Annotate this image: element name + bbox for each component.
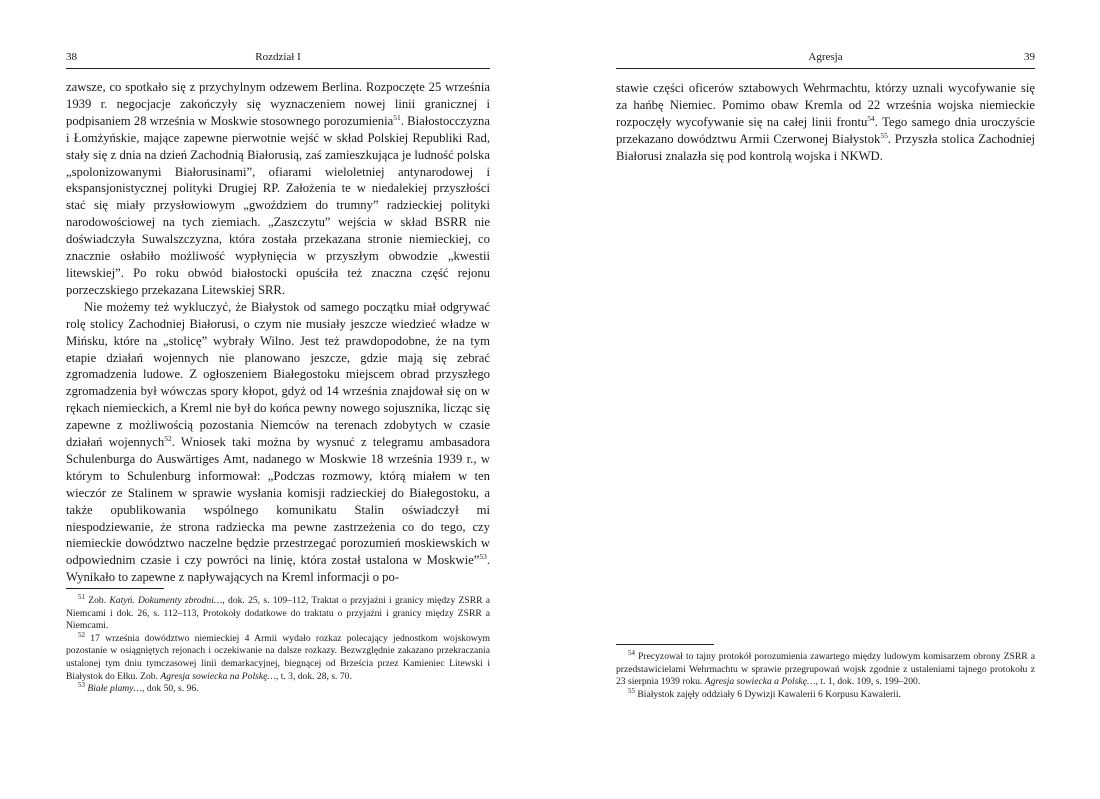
footnote-item: $^{55}$ Białystok zajęły oddziały 6 Dywizji Kawalerii 6 Korpusu Kawalerii. [628, 686, 901, 700]
footnote-reference: 54 [867, 113, 875, 123]
footnote-item: $^{51}$ Zob. Katyń. Dokumenty zbrodni…, dok. 25, s. 109–112, Traktat o przyjaźni i granicy między ZSRR a Niemcami i dok. 26, s. 112–113, Protokoły dodatkowe do traktatu o przyjaźni i granicy między ZSRR a Niemcami. [66, 592, 491, 632]
footnote-item: $^{52}$ 17 września dowództwo niemieckiej 4 Armii wydało rozkaz polecający jednostkom wojskowym pozostanie w osiągniętych rejonach i oczekiwanie na dalsze rozkazy. Bezwzględnie zakazano przekraczania ustalonej tym dniu tymczasowej linii demarkacyjnej, biegnącej od Brześcia przez Kamieniec Litewski i Białystok do Ełku. Zob. Agresja sowiecka na Polskę…, t. 3, dok. 28, s. 70. [66, 630, 490, 682]
italic-title: Białe plamy… [87, 683, 143, 695]
footnote-number: 53 [78, 680, 85, 689]
paragraph: stawie części oficerów sztabowych Wehrmachtu, którzy uznali wycofywanie się za hańbę Niemiec. Pomimo obaw Kremla od 22 września wojska niemieckie rozpoczęły wycofywanie się na całej linii frontu$^{54}$. Tego samego dnia uroczyście przekazano dowództwu Armii Czerwonej Białystok$^{55}$. Przyszła stolica Zachodniej Białorusi znalazła się pod kontrolą wojska i NKWD. [616, 81, 1036, 163]
footnotes-right [616, 644, 1035, 701]
body-text-right [616, 80, 1035, 165]
running-title-right: Agresja [808, 51, 843, 63]
paragraph: zawsze, co spotkało się z przychylnym odzewem Berlina. Rozpoczęte 25 września 1939 r. negocjacje zakończyły się wyznaczeniem nowej linii granicznej i podpisaniem 28 września w Moskwie stosownego porozumienia$^{51}$. Białostocczyzna i Łomżyńskie, mające zapewne pierwotnie wejść w skład Polskiej Republiki Rad, stały się z dnia na dzień Zachodnią Białorusią, zaś zamieszkująca je ludność polska „spolonizowanymi Białorusinami”, ofiarami wieloletniej antynarodowej i ekspansjonistycznej polityki Drugiej RP. Założenia te w niedalekiej przyszłości stać się miały przysłowiowym „gwoździem do trumny” radzieckiej polityki narodowościowej na tych ziemiach. „Zaszczytu” wejścia w skład BSRR nie doświadczyła Suwalszczyzna, która została przekazana stronie niemieckiej, co znacznie osłabiło możliwość wypłynięcia w przyszłym obwodzie „kwestii litewskiej”. Po roku obwód białostocki opuściła też znaczna część rejonu porzeczskiego przekazana Litewskiej SRR. [66, 80, 490, 297]
italic-title: Agresja sowiecka a Polskę… [704, 676, 816, 688]
footnote-reference: 52 [164, 433, 172, 443]
running-title-left: Rozdział I [255, 51, 301, 63]
page-number-right: 39 [1024, 51, 1035, 63]
footnote-item: $^{54}$ Precyzował to tajny protokół porozumienia zawartego między ludowym komisarzem obrony ZSRR a przedstawicielami Wehrmachtu w sprawie przegrupowań wojsk zgodnie z ustaleniami tajnego protokołu z 23 sierpnia 1939 roku. Agresja sowiecka a Polskę…, t. 1, dok. 109, s. 199–200. [616, 648, 1035, 688]
footnote-rule [66, 588, 164, 589]
footnote-item: $^{53}$ Białe plamy…, dok 50, s. 96. [78, 680, 199, 695]
footnote-reference: 51 [393, 112, 401, 122]
footnote-reference: 53 [479, 552, 487, 562]
footnotes-left [66, 588, 490, 696]
right-page [616, 0, 1035, 799]
footnote-number: 54 [628, 648, 635, 657]
page-number-left: 38 [66, 51, 77, 63]
footnote-list-left [66, 592, 491, 696]
italic-title: Agresja sowiecka na Polskę… [160, 670, 276, 682]
running-head-left [66, 50, 490, 69]
footnote-list-right [616, 648, 1035, 701]
footnote-number: 55 [628, 686, 635, 695]
italic-title: Katyń. Dokumenty zbrodni… [109, 595, 223, 606]
running-head-right [616, 50, 1035, 69]
footnote-number: 51 [78, 592, 85, 601]
body-text-left [66, 79, 490, 586]
footnote-reference: 55 [880, 130, 888, 140]
footnote-rule [616, 644, 714, 645]
left-page [66, 0, 490, 799]
paragraph: Nie możemy też wykluczyć, że Białystok od samego początku miał odgrywać rolę stolicy Zachodniej Białorusi, o czym nie musiały jeszcze wiedzieć władze w Mińsku, które na „stolicę” wybrały Wilno. Jest też prawdopodobne, że na tym etapie działań wojennych nie planowano jeszcze, gdzie mają się zebrać zgromadzenia ludowe. Z ogłoszeniem Białegostoku miejscem obrad przyszłego zgromadzenia był wówczas spory kłopot, gdyż od 14 września znajdował się on w rękach niemieckich, a Kreml nie był do końca pewny nowego sojusznika, licząc się zapewne z możliwością pozostania Niemców na terenach zdobytych w czasie działań wojennych$^{52}$. Wniosek taki można by wysnuć z telegramu ambasadora Schulenburga do Auswärtiges Amt, nadanego w Moskwie 18 września 1939 r., w którym to Schulenburg informował: „Podczas rozmowy, którą miałem w ten wieczór ze Stalinem w sprawie wysłania komisji radzieckiej do Białegostoku, a także opublikowania wspólnego komunikatu Stalin oświadczył mi niespodziewanie, że strona radziecka ma pewne zastrzeżenia co do tego, czy niemieckie dowództwo naczelne będzie przestrzegać porozumień moskiewskich w odpowiednim czasie i czy powróci na linię, która został ustalona w Moskwie”$^{53}$. Wynikało to zapewne z napływających na Kreml informacji o po- [66, 299, 490, 585]
footnote-number: 52 [78, 630, 85, 639]
